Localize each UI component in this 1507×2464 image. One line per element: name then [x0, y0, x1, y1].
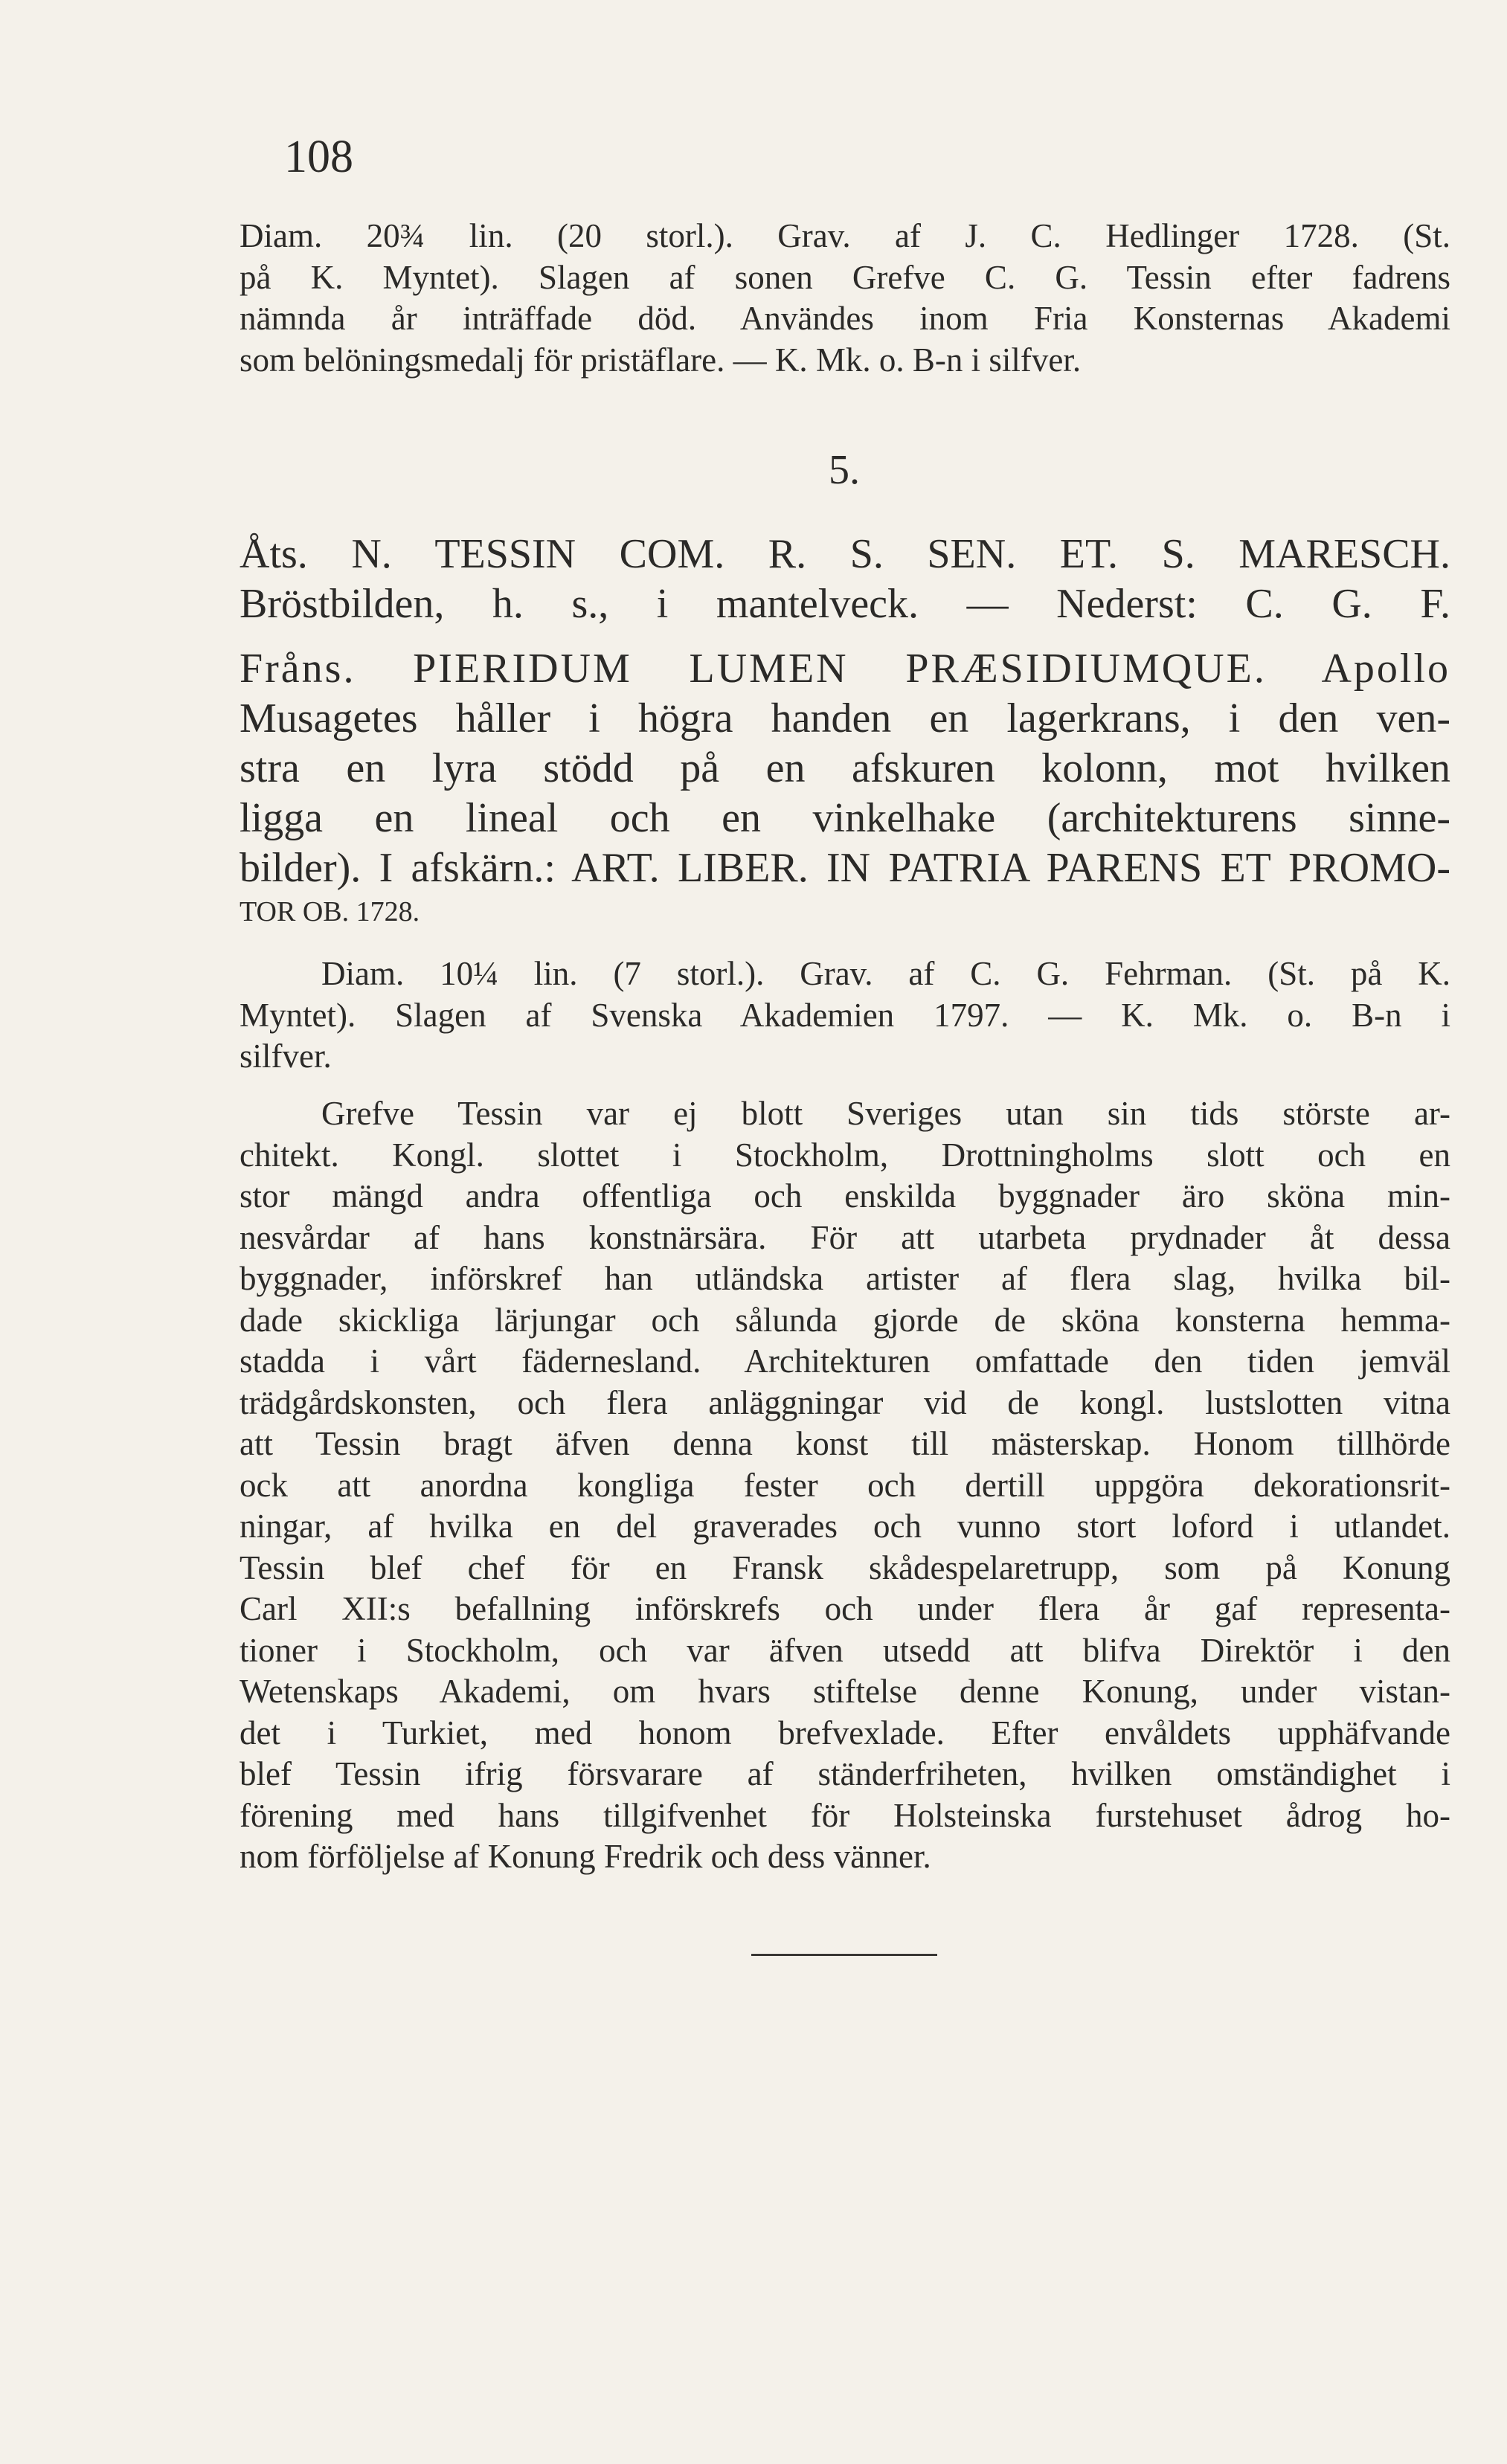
text-line: nämnda år inträffade död. Användes inom Fria Konsternas Akademi: [240, 300, 1450, 337]
text-line: dade skickliga lärjungar och sålunda gjorde de sköna konsterna hemma-: [240, 1301, 1450, 1339]
text-line: Carl XII:s befallning införskrefs och under flera år gaf representa-: [240, 1590, 1450, 1627]
text-line: Myntet). Slagen af Svenska Akademien 1797. — K. Mk. o. B-n i: [240, 996, 1450, 1034]
exergue-date: TOR OB. 1728.: [240, 896, 420, 927]
text-line: byggnader, införskref han utländska artister af flera slag, hvilka bil-: [240, 1260, 1450, 1297]
text-line: nesvårdar af hans konstnärsära. För att utarbeta prydnader åt dessa: [240, 1218, 1450, 1256]
diameter-paragraph: [240, 953, 1450, 1078]
text-line: Grefve Tessin var ej blott Sveriges utan sin tids störste ar-: [321, 1095, 1450, 1132]
text-line: stor mängd andra offentliga och enskilda byggnader äro sköna min-: [240, 1177, 1450, 1215]
obverse-inscription: Åts. N. TESSIN COM. R. S. SEN. ET. S. MARESCH.: [240, 531, 1450, 577]
text-line: stra en lyra stödd på en afskuren kolonn, mot hvilken: [240, 745, 1450, 791]
text-line: tioner i Stockholm, och var äfven utsedd att blifva Direktör i den: [240, 1631, 1450, 1669]
text-line: Musagetes håller i högra handen en lagerkrans, i den ven-: [240, 695, 1450, 742]
text-line: nom förföljelse af Konung Fredrik och dess vänner.: [240, 1838, 931, 1875]
text-line: det i Turkiet, med honom brefvexlade. Efter envåldets upphäfvande: [240, 1714, 1450, 1752]
biography-paragraph: [240, 1093, 1450, 1878]
text-line: Bröstbilden, h. s., i mantelveck. — Nederst: C. G. F.: [240, 581, 1450, 627]
text-line: blef Tessin ifrig försvarare af ständerfriheten, hvilken omständighet i: [240, 1755, 1450, 1792]
text-line: ningar, af hvilka en del graverades och vunno stort loford i utlandet.: [240, 1508, 1450, 1545]
text-line: stadda i vårt fädernesland. Architekturen omfattade den tiden jemväl: [240, 1342, 1450, 1380]
text-line: Wetenskaps Akademi, om hvars stiftelse denne Konung, under vistan-: [240, 1673, 1450, 1710]
text-line: att Tessin bragt äfven denna konst till mästerskap. Honom tillhörde: [240, 1425, 1450, 1462]
section-divider: [751, 1954, 937, 1956]
medal-description: [240, 530, 1450, 930]
text-line: ock att anordna kongliga fester och dertill uppgöra dekorationsrit-: [240, 1466, 1450, 1504]
page-number: 108: [284, 132, 353, 182]
text-line: silfver.: [240, 1038, 332, 1075]
text-line: Tessin blef chef för en Fransk skådespelaretrupp, som på Konung: [240, 1548, 1450, 1586]
text-line: Diam. 20¾ lin. (20 storl.). Grav. af J. C. Hedlinger 1728. (St.: [240, 217, 1450, 254]
text-line: som belöningsmedalj för pristäflare. — K. Mk. o. B-n i silfver.: [240, 341, 1082, 379]
text-line: på K. Myntet). Slagen af sonen Grefve C. G. Tessin efter fadrens: [240, 258, 1450, 296]
reverse-inscription: Fråns. PIERIDUM LUMEN PRÆSIDIUMQUE. Apollo: [240, 646, 1450, 692]
text-line: Diam. 10¼ lin. (7 storl.). Grav. af C. G. Fehrman. (St. på K.: [321, 955, 1450, 992]
intro-paragraph: [240, 216, 1450, 381]
section-number: 5.: [829, 447, 860, 493]
text-line: ligga en lineal och en vinkelhake (architekturens sinne-: [240, 795, 1450, 841]
text-line: chitekt. Kongl. slottet i Stockholm, Drottningholms slott och en: [240, 1136, 1450, 1174]
text-line: förening med hans tillgifvenhet för Holsteinska furstehuset ådrog ho-: [240, 1796, 1450, 1834]
text-line: trädgårdskonsten, och flera anläggningar vid de kongl. lustslotten vitna: [240, 1383, 1450, 1421]
text-line: bilder). I afskärn.: ART. LIBER. IN PATRIA PARENS ET PROMO-: [240, 845, 1450, 891]
